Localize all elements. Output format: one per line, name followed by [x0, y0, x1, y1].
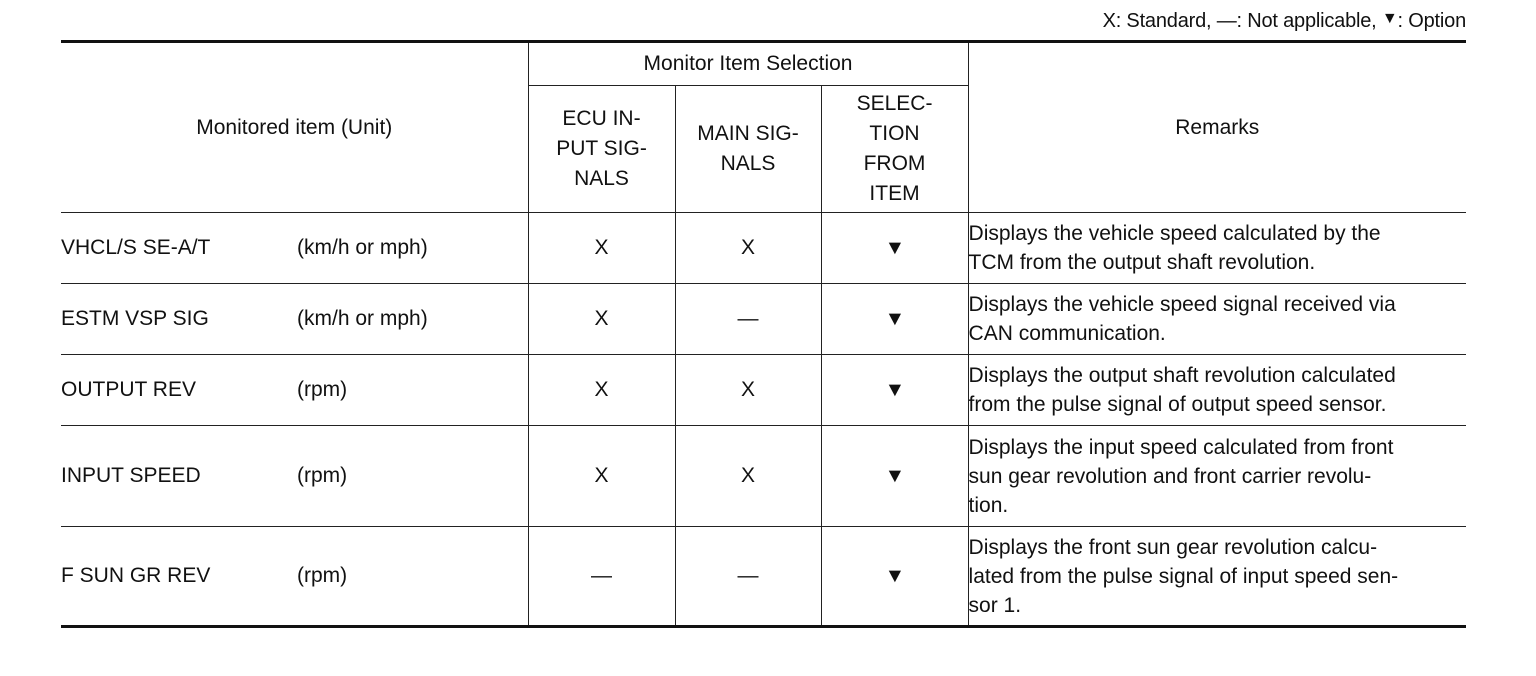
- item-unit: (rpm): [297, 564, 348, 587]
- header-ecu-line: NALS: [574, 167, 629, 190]
- main-signals-cell: X: [675, 213, 821, 284]
- remarks-cell: [968, 426, 1466, 527]
- monitored-item-cell: [61, 426, 528, 527]
- ecu-input-cell: X: [528, 213, 675, 284]
- table-row: [61, 355, 1466, 426]
- header-main-signals: [675, 86, 821, 213]
- option-triangle-icon: ▼: [884, 565, 905, 587]
- legend-text-after: : Option: [1397, 10, 1466, 32]
- remarks-line: lated from the pulse signal of input speed sen-: [968, 564, 1399, 588]
- monitored-item-cell: [61, 527, 528, 627]
- header-main-line: MAIN SIG-: [697, 122, 799, 145]
- option-triangle-icon: ▼: [1381, 10, 1398, 27]
- main-signals-cell: X: [675, 355, 821, 426]
- monitored-item-cell: [61, 284, 528, 355]
- header-sel-line: ITEM: [869, 182, 920, 205]
- header-ecu-line: PUT SIG-: [556, 137, 647, 160]
- item-unit: (rpm): [297, 378, 348, 401]
- remarks-line: Displays the input speed calculated from front: [968, 435, 1394, 459]
- header-ecu-line: ECU IN-: [562, 107, 641, 130]
- ecu-input-cell: X: [528, 426, 675, 527]
- remarks-cell: [968, 355, 1466, 426]
- item-name: INPUT SPEED: [61, 464, 201, 487]
- header-selection-from-item: [821, 86, 968, 213]
- monitored-item-cell: [61, 213, 528, 284]
- item-name: OUTPUT REV: [61, 378, 196, 401]
- item-name: F SUN GR REV: [61, 564, 211, 587]
- remarks-cell: [968, 284, 1466, 355]
- ecu-input-cell: X: [528, 284, 675, 355]
- legend: [1103, 10, 1466, 33]
- remarks-line: Displays the vehicle speed signal received via: [968, 293, 1396, 316]
- main-signals-cell: —: [675, 527, 821, 627]
- option-triangle-icon: ▼: [884, 465, 905, 487]
- remarks-line: Displays the front sun gear revolution calcu-: [968, 535, 1378, 559]
- main-signals-cell: —: [675, 284, 821, 355]
- ecu-input-cell: X: [528, 355, 675, 426]
- option-triangle-icon: ▼: [884, 237, 905, 259]
- remarks-cell: [968, 527, 1466, 627]
- remarks-line: Displays the vehicle speed calculated by the: [968, 222, 1381, 245]
- table-row: [61, 426, 1466, 527]
- remarks-line: sun gear revolution and front carrier revolu-: [968, 464, 1372, 488]
- remarks-line: CAN communication.: [968, 322, 1166, 345]
- item-unit: (km/h or mph): [297, 307, 428, 330]
- selection-cell: [821, 426, 968, 527]
- remarks-line: sor 1.: [968, 593, 1022, 617]
- selection-cell: [821, 355, 968, 426]
- remarks-line: TCM from the output shaft revolution.: [968, 251, 1316, 274]
- item-unit: (km/h or mph): [297, 236, 428, 259]
- option-triangle-icon: ▼: [884, 308, 905, 330]
- remarks-line: tion.: [968, 493, 1009, 517]
- monitored-item-cell: [61, 355, 528, 426]
- header-monitor-item-selection: Monitor Item Selection: [528, 42, 968, 86]
- table-row: [61, 527, 1466, 627]
- remarks-cell: [968, 213, 1466, 284]
- table-row: [61, 213, 1466, 284]
- header-monitored-item: Monitored item (Unit): [61, 42, 528, 213]
- item-name: VHCL/S SE-A/T: [61, 236, 211, 259]
- table-row: [61, 284, 1466, 355]
- selection-cell: [821, 527, 968, 627]
- header-main-line: NALS: [720, 152, 776, 175]
- selection-cell: [821, 284, 968, 355]
- ecu-input-cell: —: [528, 527, 675, 627]
- header-ecu-input-signals: [528, 86, 675, 213]
- monitor-item-table: [61, 40, 1466, 628]
- header-sel-line: FROM: [863, 152, 926, 175]
- header-sel-line: TION: [869, 122, 920, 145]
- remarks-line: from the pulse signal of output speed sensor.: [968, 393, 1387, 416]
- legend-text-before: X: Standard, —: Not applicable,: [1102, 10, 1382, 32]
- item-unit: (rpm): [297, 464, 348, 487]
- item-name: ESTM VSP SIG: [61, 307, 209, 330]
- header-sel-line: SELEC-: [856, 92, 933, 115]
- remarks-line: Displays the output shaft revolution calculated: [968, 364, 1396, 387]
- option-triangle-icon: ▼: [884, 379, 905, 401]
- main-signals-cell: X: [675, 426, 821, 527]
- header-remarks: Remarks: [968, 42, 1466, 213]
- selection-cell: [821, 213, 968, 284]
